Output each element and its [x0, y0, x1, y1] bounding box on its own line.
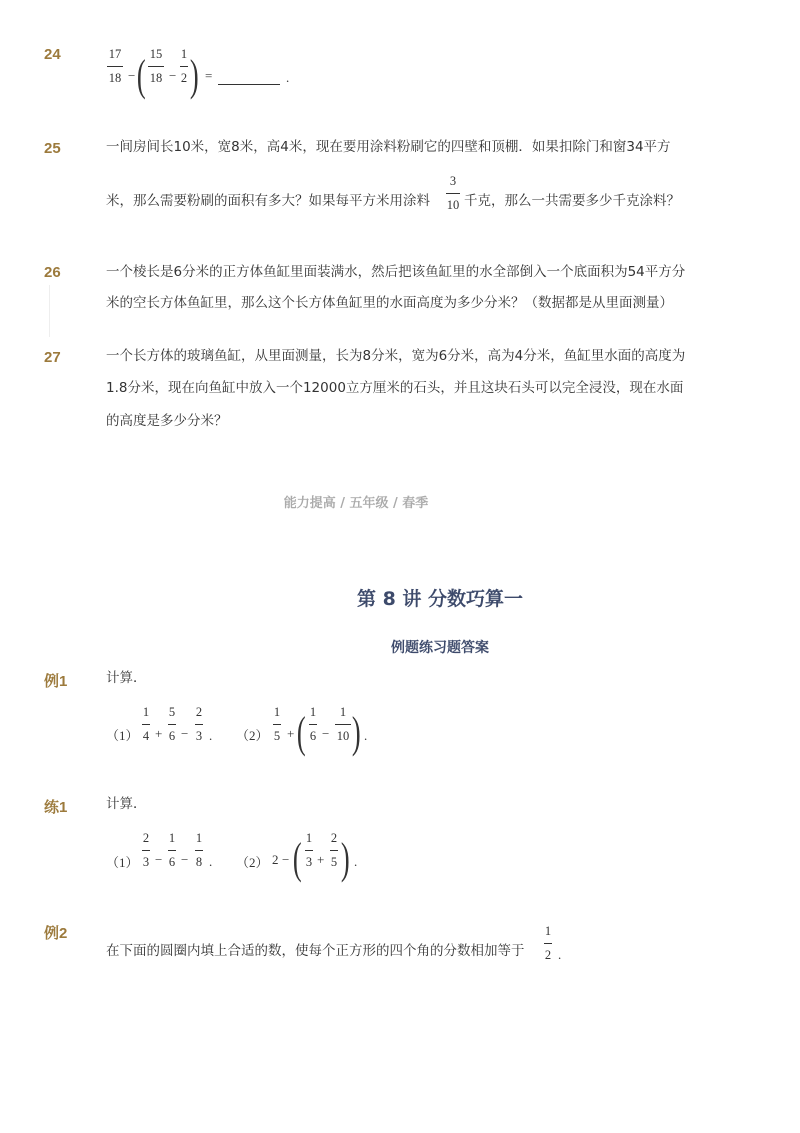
example-prompt: 计算．: [106, 670, 147, 686]
left-paren: (: [136, 51, 146, 100]
fraction: [309, 706, 317, 742]
equals-sign: =: [205, 68, 213, 83]
fraction: [446, 175, 460, 211]
plus-sign: +: [287, 726, 295, 741]
minus-sign: −: [128, 68, 136, 83]
denominator: 10: [446, 197, 460, 212]
fraction: [168, 832, 176, 868]
page-footer: 能力提高 / 五年级 / 春季: [283, 496, 429, 511]
example-label-1: 例1: [44, 673, 68, 690]
minus-sign: −: [181, 852, 189, 867]
plus-sign: +: [317, 852, 325, 867]
plus-sign: +: [155, 726, 163, 741]
problem-number-24: 24: [44, 46, 61, 63]
numerator: 1: [195, 831, 203, 845]
problem-number-25: 25: [44, 140, 61, 157]
whole-number: 2: [272, 852, 279, 867]
fraction: [180, 48, 188, 84]
denominator: 3: [195, 728, 203, 743]
fraction: [168, 706, 176, 742]
minus-sign: −: [282, 852, 290, 867]
numerator: 1: [180, 47, 188, 61]
denominator: 6: [309, 728, 317, 743]
denominator: 18: [108, 70, 122, 85]
problem-text: 的高度是多少分米？: [106, 413, 228, 429]
numerator: 1: [305, 831, 313, 845]
denominator: 6: [168, 728, 176, 743]
part-label: （2）: [236, 728, 269, 743]
period: .: [209, 854, 213, 869]
practice-label-1: 练1: [44, 799, 68, 816]
period: .: [364, 728, 368, 743]
answer-blank[interactable]: [218, 84, 280, 85]
right-paren: ): [351, 708, 361, 757]
example-prompt: 计算．: [106, 796, 147, 812]
numerator: 2: [195, 705, 203, 719]
problem-text: 千克，那么一共需要多少千克涂料？: [464, 193, 680, 209]
problem-text: 米，那么需要粉刷的面积有多大？如果每平方米用涂料: [106, 193, 430, 209]
fraction: [544, 925, 552, 961]
denominator: 2: [544, 947, 552, 962]
numerator: 1: [309, 705, 317, 719]
problem-text: 一个长方体的玻璃鱼缸，从里面测量，长为8分米，宽为6分米，高为4分米，鱼缸里水面的高度为: [106, 348, 686, 364]
part-label: （1）: [106, 728, 139, 743]
denominator: 2: [180, 70, 188, 85]
numerator: 2: [142, 831, 150, 845]
minus-sign: −: [181, 726, 189, 741]
numerator: 15: [149, 47, 163, 61]
problem-number-27: 27: [44, 349, 61, 366]
numerator: 1: [339, 705, 347, 719]
section-title: 例题练习题答案: [391, 640, 489, 656]
fraction: [330, 832, 338, 868]
problem-number-26: 26: [44, 264, 61, 281]
numerator: 17: [108, 47, 122, 61]
denominator: 10: [336, 728, 350, 743]
problem-text: 米的空长方体鱼缸里，那么这个长方体鱼缸里的水面高度为多少分米？（数据都是从里面测量）: [106, 295, 673, 311]
fraction: [195, 706, 203, 742]
denominator: 18: [149, 70, 163, 85]
problem-text: 一间房间长10米，宽8米，高4米，现在要用涂料粉刷它的四壁和顶棚．如果扣除门和窗34平方: [106, 139, 671, 155]
numerator: 1: [273, 705, 281, 719]
fraction: [305, 832, 313, 868]
fraction: [273, 706, 281, 742]
denominator: 5: [273, 728, 281, 743]
minus-sign: −: [155, 852, 163, 867]
numerator: 1: [168, 831, 176, 845]
period: .: [354, 854, 358, 869]
fraction: [335, 706, 351, 742]
lecture-title: 第 8 讲 分数巧算一: [356, 588, 524, 610]
left-paren: (: [292, 834, 302, 883]
denominator: 8: [195, 854, 203, 869]
period: .: [558, 947, 562, 962]
problem-text: 一个棱长是6分米的正方体鱼缸里面装满水，然后把该鱼缸里的水全部倒入一个底面积为54平方分: [106, 264, 686, 280]
fraction: [148, 48, 164, 84]
fraction: [107, 48, 123, 84]
denominator: 3: [305, 854, 313, 869]
minus-sign: −: [322, 726, 330, 741]
margin-line: [49, 285, 50, 337]
example-label-2: 例2: [44, 925, 68, 942]
fraction: [195, 832, 203, 868]
minus-sign: −: [169, 68, 177, 83]
numerator: 1: [544, 924, 552, 938]
denominator: 5: [330, 854, 338, 869]
fraction: [142, 832, 150, 868]
denominator: 6: [168, 854, 176, 869]
fraction: [142, 706, 150, 742]
denominator: 4: [142, 728, 150, 743]
part-label: （1）: [106, 855, 139, 870]
period: .: [209, 728, 213, 743]
period: .: [286, 70, 290, 85]
denominator: 3: [142, 854, 150, 869]
numerator: 5: [168, 705, 176, 719]
problem-text: 1.8分米，现在向鱼缸中放入一个12000立方厘米的石头，并且这块石头可以完全浸没，现在水面: [106, 380, 684, 396]
part-label: （2）: [236, 855, 269, 870]
right-paren: ): [189, 51, 199, 100]
left-paren: (: [296, 708, 306, 757]
numerator: 1: [142, 705, 150, 719]
example-text: 在下面的圆圈内填上合适的数，使每个正方形的四个角的分数相加等于: [106, 943, 525, 959]
numerator: 3: [449, 174, 457, 188]
numerator: 2: [330, 831, 338, 845]
right-paren: ): [340, 834, 350, 883]
